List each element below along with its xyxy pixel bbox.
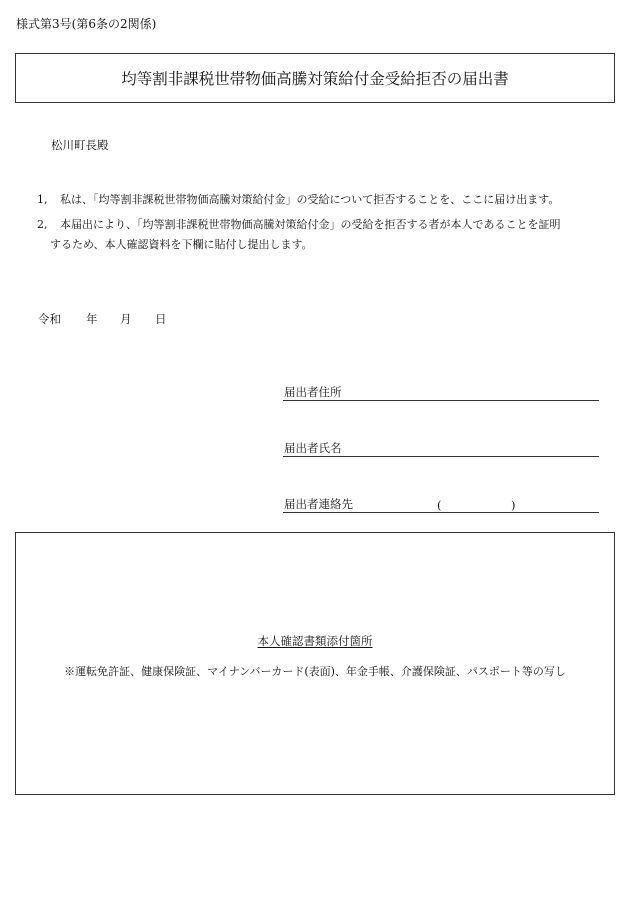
address-field[interactable] xyxy=(283,380,599,401)
date-year: 年 xyxy=(86,312,98,326)
clause-2-text-line-1: 本届出により、「均等割非課税世帯物価高騰対策給付金」の受給を拒否する者が本人であることを証明 xyxy=(60,218,561,231)
date-day: 日 xyxy=(155,312,167,326)
clause-2-number: 2, xyxy=(37,218,48,231)
title-box xyxy=(15,53,615,103)
clause-1-line-1 xyxy=(37,190,559,210)
form-number: 様式第3号(第6条の2関係) xyxy=(16,17,157,31)
attachment-title xyxy=(16,633,614,649)
clause-1 xyxy=(37,190,559,210)
contact-field[interactable] xyxy=(283,492,599,513)
clause-1-number: 1, xyxy=(37,193,48,206)
date-era: 令和 xyxy=(38,312,61,326)
address-label: 届出者住所 xyxy=(284,385,342,399)
contact-open-paren: ( xyxy=(437,498,442,512)
clause-2 xyxy=(37,215,561,255)
addressee: 松川町長殿 xyxy=(51,138,109,152)
attachment-title-text: 本人確認書類添付箇所 xyxy=(257,634,373,648)
name-label: 届出者氏名 xyxy=(284,441,342,455)
id-document-attachment-area xyxy=(15,532,615,795)
clause-2-text-line-2: するため、本人確認資料を下欄に貼付し提出します。 xyxy=(50,238,313,251)
contact-label: 届出者連絡先 xyxy=(284,497,353,511)
document-title: 均等割非課税世帯物価高騰対策給付金受給拒否の届出書 xyxy=(121,70,509,88)
date-month: 月 xyxy=(120,312,132,326)
name-field[interactable] xyxy=(283,436,599,457)
contact-close-paren: ) xyxy=(511,498,516,512)
clause-1-text: 私は、「均等割非課税世帯物価高騰対策給付金」の受給について拒否することを、ここに届け出ます。 xyxy=(60,193,560,206)
attachment-note: ※運転免許証、健康保険証、マイナンバーカード(表面)、年金手帳、介護保険証、パスポート等の写し xyxy=(64,665,566,678)
clause-2-line-1 xyxy=(37,215,561,235)
